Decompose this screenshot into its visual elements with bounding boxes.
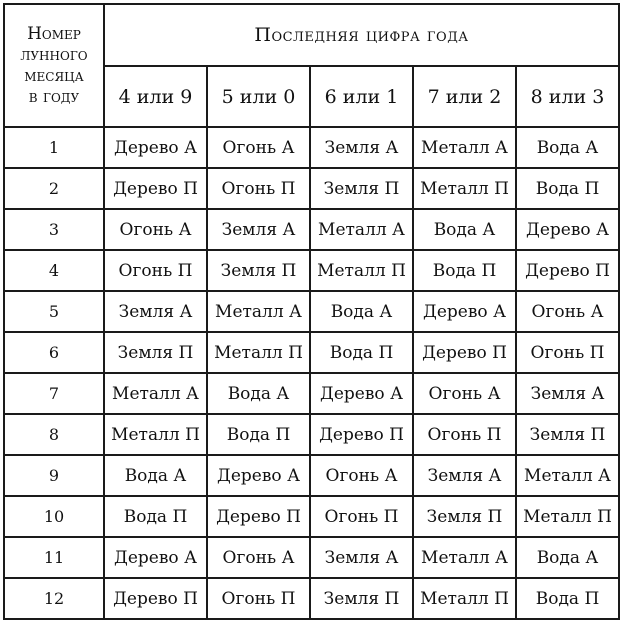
element-cell: Земля П <box>310 168 413 209</box>
element-cell: Дерево П <box>516 250 619 291</box>
element-cell: Огонь А <box>207 127 310 168</box>
element-cell: Огонь П <box>310 496 413 537</box>
element-cell: Металл П <box>310 250 413 291</box>
month-number-cell: 10 <box>4 496 104 537</box>
element-cell: Огонь А <box>413 373 516 414</box>
table-row <box>4 332 619 373</box>
header-last-digit-of-year: Последняя цифра года <box>104 4 619 66</box>
element-cell: Земля А <box>516 373 619 414</box>
header-corner-month-number <box>4 4 104 127</box>
lunar-month-element-table <box>3 3 620 620</box>
element-cell: Дерево П <box>104 578 207 619</box>
month-number-cell: 9 <box>4 455 104 496</box>
element-cell: Металл П <box>207 332 310 373</box>
table-body <box>4 127 619 619</box>
table-row <box>4 537 619 578</box>
element-cell: Огонь А <box>207 537 310 578</box>
element-cell: Металл А <box>310 209 413 250</box>
element-cell: Дерево П <box>310 414 413 455</box>
element-cell: Металл П <box>516 496 619 537</box>
element-cell: Металл А <box>413 127 516 168</box>
element-cell: Огонь П <box>207 168 310 209</box>
table-row <box>4 414 619 455</box>
corner-line: месяца <box>24 65 84 86</box>
table-row <box>4 373 619 414</box>
table-row <box>4 168 619 209</box>
element-cell: Земля А <box>413 455 516 496</box>
lunar-month-element-table-container <box>3 3 620 620</box>
element-cell: Металл А <box>104 373 207 414</box>
element-cell: Металл П <box>413 168 516 209</box>
table-row <box>4 250 619 291</box>
element-cell: Дерево П <box>207 496 310 537</box>
table-row <box>4 127 619 168</box>
element-cell: Огонь А <box>104 209 207 250</box>
element-cell: Металл П <box>104 414 207 455</box>
element-cell: Огонь П <box>207 578 310 619</box>
element-cell: Земля П <box>413 496 516 537</box>
element-cell: Земля П <box>310 578 413 619</box>
element-cell: Дерево П <box>104 168 207 209</box>
element-cell: Вода П <box>413 250 516 291</box>
element-cell: Дерево А <box>104 127 207 168</box>
element-cell: Земля А <box>310 537 413 578</box>
element-cell: Металл П <box>413 578 516 619</box>
element-cell: Вода П <box>310 332 413 373</box>
element-cell: Дерево П <box>413 332 516 373</box>
table-row <box>4 209 619 250</box>
element-cell: Дерево А <box>104 537 207 578</box>
month-number-cell: 5 <box>4 291 104 332</box>
element-cell: Вода П <box>516 578 619 619</box>
element-cell: Металл А <box>207 291 310 332</box>
element-cell: Огонь П <box>516 332 619 373</box>
month-number-cell: 3 <box>4 209 104 250</box>
element-cell: Вода А <box>310 291 413 332</box>
element-cell: Огонь А <box>516 291 619 332</box>
header-digit-column: 8 или 3 <box>516 66 619 127</box>
element-cell: Вода А <box>104 455 207 496</box>
month-number-cell: 2 <box>4 168 104 209</box>
element-cell: Огонь П <box>413 414 516 455</box>
month-number-cell: 4 <box>4 250 104 291</box>
header-digit-column: 7 или 2 <box>413 66 516 127</box>
element-cell: Дерево А <box>207 455 310 496</box>
element-cell: Дерево А <box>413 291 516 332</box>
header-digit-column: 5 или 0 <box>207 66 310 127</box>
element-cell: Земля А <box>207 209 310 250</box>
corner-line: Номер <box>27 23 81 44</box>
month-number-cell: 8 <box>4 414 104 455</box>
element-cell: Земля А <box>104 291 207 332</box>
month-number-cell: 6 <box>4 332 104 373</box>
month-number-cell: 11 <box>4 537 104 578</box>
month-number-cell: 7 <box>4 373 104 414</box>
element-cell: Вода П <box>516 168 619 209</box>
table-row <box>4 291 619 332</box>
header-row-group <box>4 4 619 66</box>
corner-line: лунного <box>20 44 88 65</box>
element-cell: Огонь А <box>310 455 413 496</box>
table-row <box>4 455 619 496</box>
element-cell: Земля П <box>516 414 619 455</box>
element-cell: Дерево А <box>516 209 619 250</box>
element-cell: Земля П <box>104 332 207 373</box>
element-cell: Огонь П <box>104 250 207 291</box>
month-number-cell: 1 <box>4 127 104 168</box>
element-cell: Металл А <box>516 455 619 496</box>
month-number-cell: 12 <box>4 578 104 619</box>
element-cell: Земля П <box>207 250 310 291</box>
header-digit-column: 6 или 1 <box>310 66 413 127</box>
element-cell: Дерево А <box>310 373 413 414</box>
element-cell: Вода П <box>207 414 310 455</box>
corner-line: в году <box>28 86 80 107</box>
table-row <box>4 496 619 537</box>
element-cell: Земля А <box>310 127 413 168</box>
table-row <box>4 578 619 619</box>
element-cell: Вода А <box>207 373 310 414</box>
element-cell: Вода А <box>413 209 516 250</box>
element-cell: Металл А <box>413 537 516 578</box>
header-digit-column: 4 или 9 <box>104 66 207 127</box>
element-cell: Вода П <box>104 496 207 537</box>
element-cell: Вода А <box>516 127 619 168</box>
element-cell: Вода А <box>516 537 619 578</box>
